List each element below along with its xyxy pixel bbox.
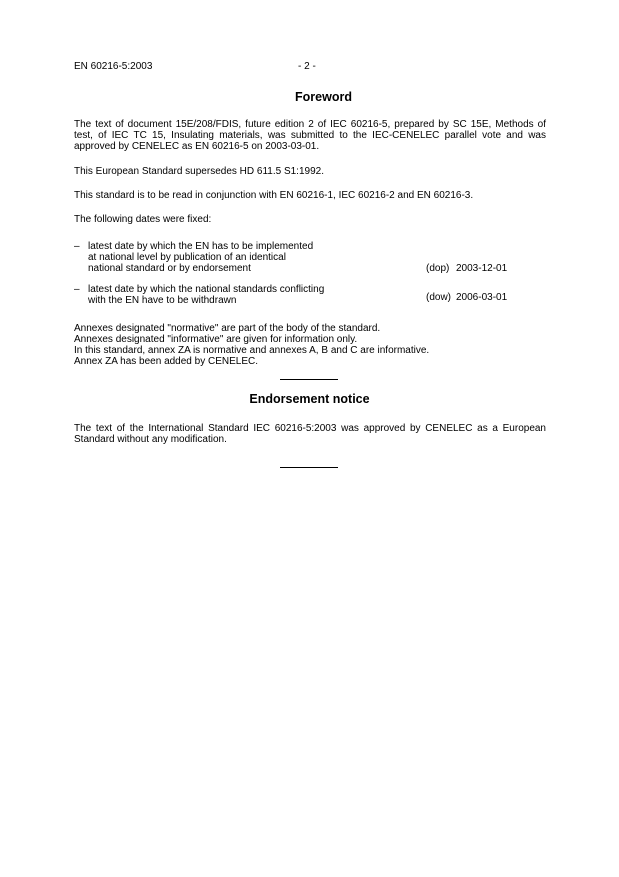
endorsement-paragraph: The text of the International Standard IEC 60216-5:2003 was approved by CENELEC as a European Standard without any modification. <box>74 423 546 445</box>
foreword-paragraph-1: The text of document 15E/208/FDIS, future edition 2 of IEC 60216-5, prepared by SC 15E, Methods of test, of IEC TC 15, Insulating materials, was submitted to the IEC-CENELEC parallel vote and was approved by CENELEC as EN 60216-5 on 2003-03-01. <box>74 119 546 152</box>
foreword-paragraph-4: The following dates were fixed: <box>74 214 212 225</box>
annex-note: Annexes designated "normative" are part of the body of the standard. <box>74 323 381 334</box>
foreword-title: Foreword <box>295 90 352 104</box>
list-dash: – <box>74 284 80 295</box>
date-item-line: latest date by which the EN has to be implemented <box>88 241 314 252</box>
date-item-line: latest date by which the national standards conflicting <box>88 284 325 295</box>
date-item-description <box>88 284 378 306</box>
date-item-line: at national level by publication of an identical <box>88 252 286 263</box>
date-item-line: national standard or by endorsement <box>88 263 251 274</box>
annex-notes <box>74 323 546 367</box>
date-value: 2006-03-01 <box>456 292 508 303</box>
foreword-paragraph-2: This European Standard supersedes HD 611.5 S1:1992. <box>74 166 324 177</box>
date-code: (dop) <box>426 263 450 274</box>
annex-note: In this standard, annex ZA is normative and annexes A, B and C are informative. <box>74 345 430 356</box>
annex-note: Annex ZA has been added by CENELEC. <box>74 356 259 367</box>
page-number: - 2 - <box>298 61 316 72</box>
foreword-paragraph-3: This standard is to be read in conjunction with EN 60216-1, IEC 60216-2 and EN 60216-3. <box>74 190 474 201</box>
endorsement-title: Endorsement notice <box>249 392 370 406</box>
date-item-description <box>88 241 378 274</box>
list-dash: – <box>74 241 80 252</box>
section-divider <box>280 379 338 380</box>
date-code: (dow) <box>426 292 452 303</box>
date-item-line: with the EN have to be withdrawn <box>88 295 237 306</box>
annex-note: Annexes designated "informative" are given for information only. <box>74 334 358 345</box>
date-value: 2003-12-01 <box>456 263 508 274</box>
document-id: EN 60216-5:2003 <box>74 61 153 72</box>
section-divider <box>280 467 338 468</box>
